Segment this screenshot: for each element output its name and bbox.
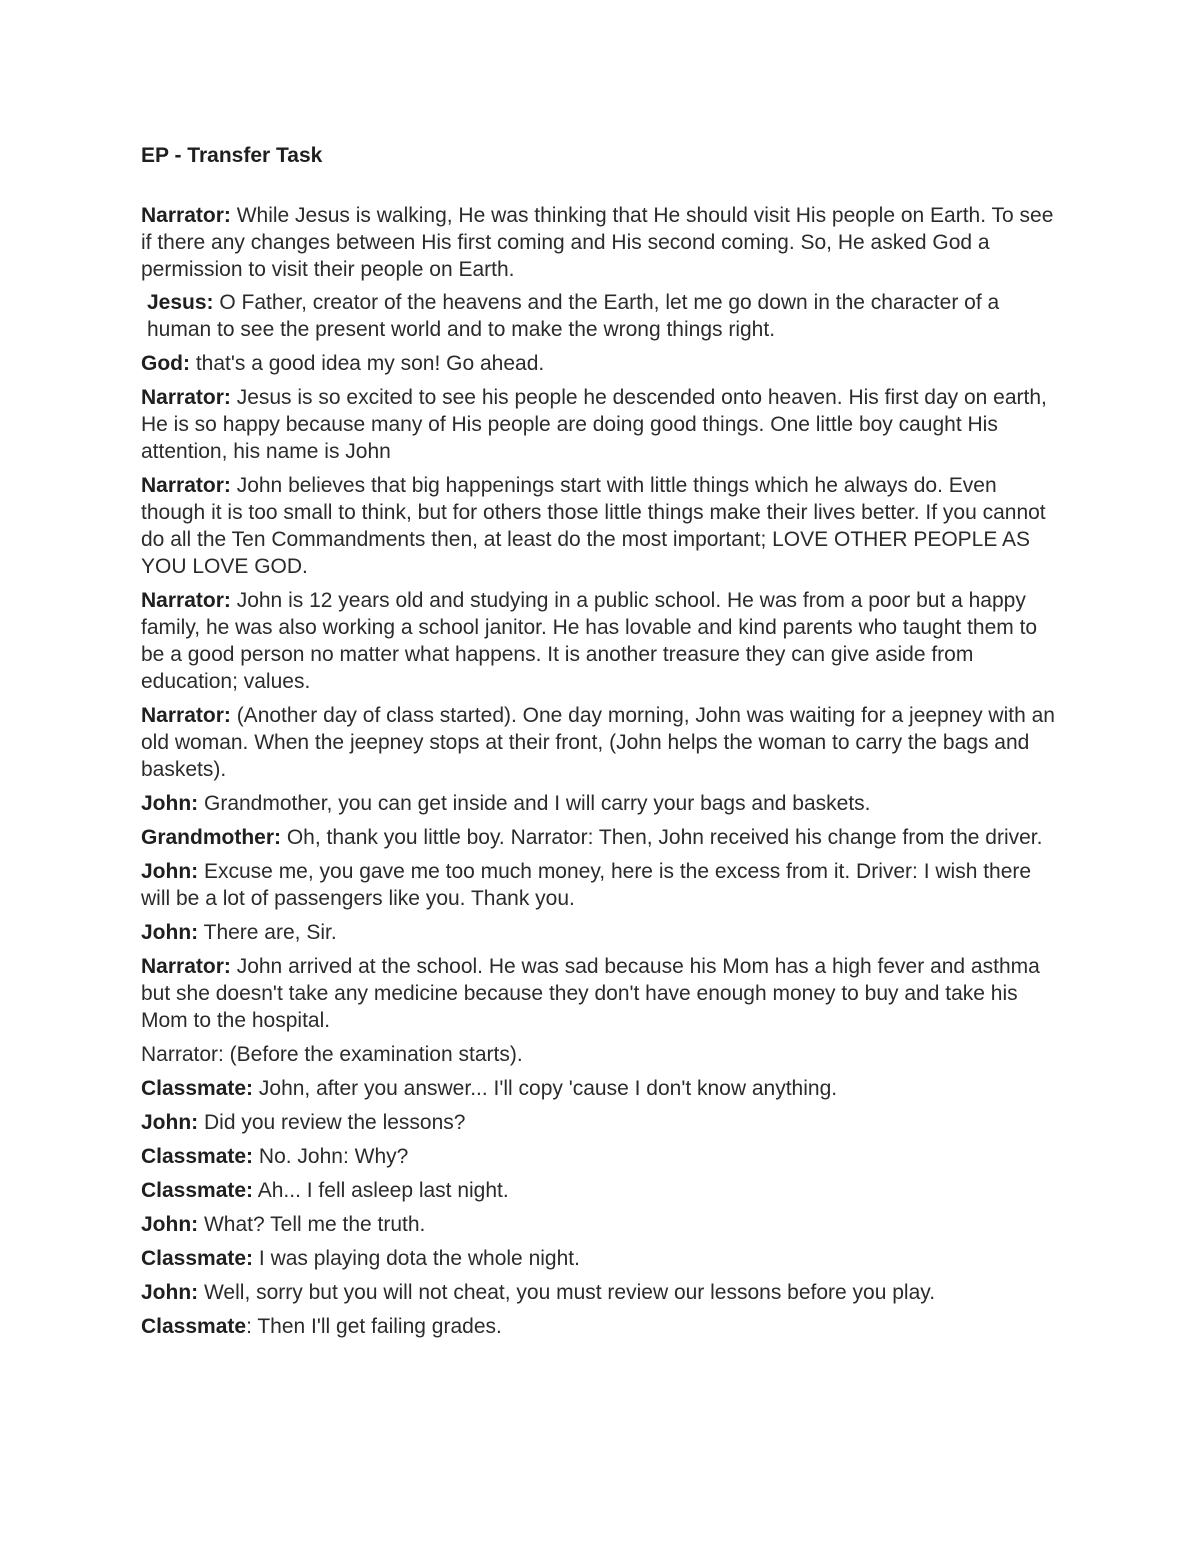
speaker-label: John: <box>141 1111 199 1134</box>
dialogue-paragraph <box>141 1211 1066 1238</box>
dialogue-text: No. John: Why? <box>253 1145 409 1168</box>
speaker-label: Classmate: <box>141 1247 254 1270</box>
dialogue-paragraph <box>141 953 1066 1034</box>
speaker-label: Jesus: <box>147 291 214 314</box>
dialogue-text: Narrator: (Before the examination starts). <box>141 1043 523 1066</box>
dialogue-paragraph <box>141 858 1066 912</box>
speaker-label: John: <box>141 1281 199 1304</box>
speaker-label: John: <box>141 921 199 944</box>
dialogue-paragraph <box>141 1245 1066 1272</box>
speaker-label: Classmate: <box>141 1077 254 1100</box>
dialogue-text: Well, sorry but you will not cheat, you must review our lessons before you play. <box>198 1281 936 1304</box>
dialogue-paragraph <box>141 1109 1066 1136</box>
dialogue-paragraph <box>141 919 1066 946</box>
dialogue-paragraph <box>141 1177 1066 1204</box>
dialogue-paragraph <box>141 587 1066 695</box>
dialogue-text: Excuse me, you gave me too much money, here is the excess from it. Driver: I wish there will be a lot of passengers like you. Thank you. <box>141 860 1032 910</box>
dialogue-text: There are, Sir. <box>198 921 337 944</box>
dialogue-paragraph <box>141 1075 1066 1102</box>
speaker-label: John: <box>141 792 199 815</box>
dialogue-text: O Father, creator of the heavens and the Earth, let me go down in the character of a human to see the present world and to make the wrong things right. <box>147 291 1000 341</box>
dialogue-paragraph <box>141 350 1066 377</box>
dialogue-text: Jesus is so excited to see his people he descended onto heaven. His first day on earth, He is so happy because many of His people are doing good things. One little boy caught His attention, his name is John <box>141 386 1047 463</box>
speaker-label: Narrator: <box>141 474 231 497</box>
dialogue-paragraph <box>141 384 1066 465</box>
dialogue-paragraph <box>141 702 1066 783</box>
dialogue-text: Did you review the lessons? <box>198 1111 466 1134</box>
dialogue-text: John arrived at the school. He was sad because his Mom has a high fever and asthma but she doesn't take any medicine because they don't have enough money to buy and take his Mom to the hospital. <box>141 955 1040 1032</box>
dialogue-paragraph <box>141 289 1066 343</box>
dialogue-paragraph <box>141 1279 1066 1306</box>
dialogue-paragraph <box>141 790 1066 817</box>
dialogue-text: that's a good idea my son! Go ahead. <box>189 352 545 375</box>
dialogue-text: I was playing dota the whole night. <box>253 1247 580 1270</box>
dialogue-text: While Jesus is walking, He was thinking that He should visit His people on Earth. To see if there any changes between His first coming and His second coming. So, He asked God a permission to visit their people on Earth. <box>141 204 1054 281</box>
speaker-label: Classmate: <box>141 1145 254 1168</box>
dialogue-paragraph <box>141 824 1066 851</box>
dialogue-text: John is 12 years old and studying in a public school. He was from a poor but a happy family, he was also working a school janitor. He has lovable and kind parents who taught them to be a good person no matter what happens. It is another treasure they can give aside from education; values. <box>141 589 1038 693</box>
speaker-label: John: <box>141 1213 199 1236</box>
dialogue-text: John, after you answer... I'll copy 'cause I don't know anything. <box>253 1077 838 1100</box>
speaker-label: God: <box>141 352 190 375</box>
speaker-label: Narrator: <box>141 204 231 227</box>
dialogue-text: Ah... I fell asleep last night. <box>253 1179 509 1202</box>
document-body <box>141 142 1066 1347</box>
dialogue-paragraph <box>141 472 1066 580</box>
dialogue-text: : Then I'll get failing grades. <box>246 1315 502 1338</box>
dialogue-text: John believes that big happenings start with little things which he always do. Even though it is too small to think, but for others those little things make their lives better. If you cannot do all the Ten Commandments then, at least do the most important; LOVE OTHER PEOPLE AS YOU LOVE GOD. <box>141 474 1046 578</box>
dialogue-paragraph <box>141 202 1066 283</box>
dialogue-text: Grandmother, you can get inside and I will carry your bags and baskets. <box>198 792 871 815</box>
speaker-label: Narrator: <box>141 386 231 409</box>
document-title: EP - Transfer Task <box>141 144 323 167</box>
speaker-label: Narrator: <box>141 589 231 612</box>
dialogue-text: What? Tell me the truth. <box>198 1213 426 1236</box>
dialogue-paragraph <box>141 1041 1066 1068</box>
dialogue-text: Oh, thank you little boy. Narrator: Then, John received his change from the driver. <box>281 826 1043 849</box>
dialogue-text: (Another day of class started). One day morning, John was waiting for a jeepney with an old woman. When the jeepney stops at their front, (John helps the woman to carry the bags and baskets). <box>141 704 1055 781</box>
speaker-label: John: <box>141 860 199 883</box>
speaker-label: Narrator: <box>141 704 231 727</box>
dialogue-paragraph <box>141 1143 1066 1170</box>
dialogue-paragraph <box>141 1313 1066 1340</box>
speaker-label: Narrator: <box>141 955 231 978</box>
speaker-label: Grandmother: <box>141 826 282 849</box>
speaker-label: Classmate: <box>141 1179 254 1202</box>
speaker-label: Classmate <box>141 1315 247 1338</box>
